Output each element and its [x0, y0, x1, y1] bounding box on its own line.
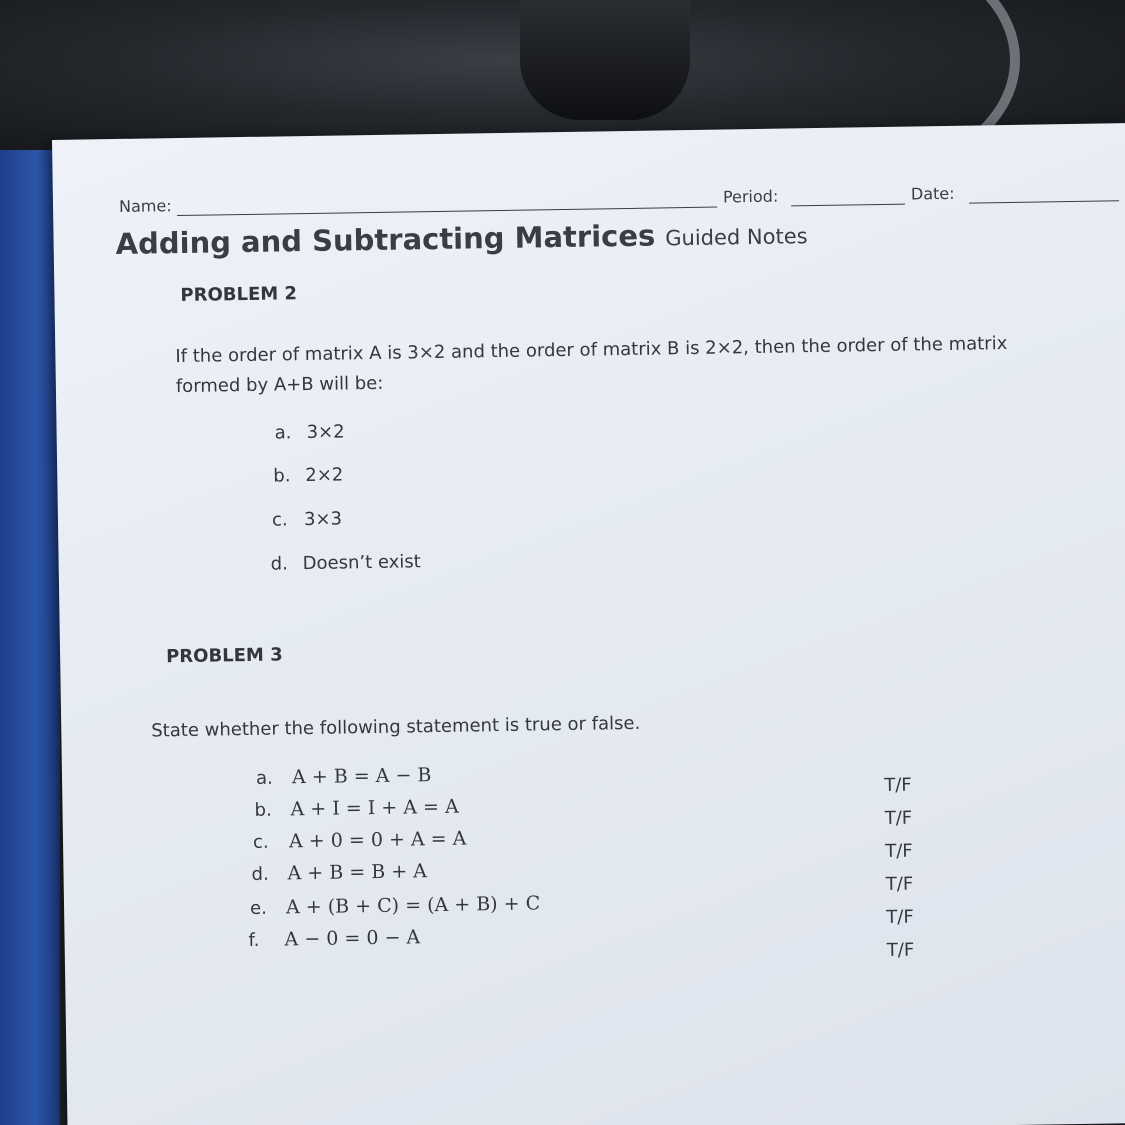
- statement-letter: a.: [255, 767, 273, 789]
- question-line-2: formed by A+B will be:: [175, 372, 384, 398]
- period-blank[interactable]: [791, 204, 905, 207]
- tf-answer-c[interactable]: T/F: [885, 840, 913, 862]
- statement-a: [256, 764, 432, 789]
- option-text: 3×2: [306, 421, 345, 444]
- date-label: Date:: [910, 183, 955, 204]
- tf-answer-a[interactable]: T/F: [884, 774, 912, 797]
- name-label: Name:: [118, 196, 172, 216]
- worksheet-page: [52, 123, 1125, 1125]
- statement-letter: e.: [249, 897, 268, 919]
- header-fields: [118, 181, 1119, 216]
- statement-e: [250, 892, 540, 919]
- problem-2-label: PROBLEM 2: [180, 283, 298, 307]
- option-letter: b.: [273, 465, 291, 487]
- gear-shifter: [520, 0, 690, 120]
- statement-d: [251, 860, 427, 885]
- option-c[interactable]: [272, 508, 342, 530]
- statement-letter: f.: [248, 929, 260, 952]
- option-text: 2×2: [305, 464, 344, 487]
- option-d[interactable]: [271, 551, 421, 574]
- tf-answer-e[interactable]: T/F: [886, 906, 914, 928]
- statement-expr: A − 0 = 0 − A: [284, 926, 421, 951]
- option-letter: c.: [271, 509, 288, 531]
- page-title: [115, 216, 807, 261]
- option-a[interactable]: [274, 421, 344, 443]
- statement-letter: b.: [254, 799, 272, 821]
- statement-expr: A + B = B + A: [287, 860, 428, 885]
- statement-letter: c.: [252, 831, 269, 853]
- option-text: Doesn’t exist: [302, 551, 421, 575]
- tf-answer-d[interactable]: T/F: [885, 873, 914, 895]
- statement-expr: A + B = A − B: [291, 764, 432, 789]
- statement-f: [248, 926, 420, 951]
- statement-expr: A + 0 = 0 + A = A: [288, 827, 467, 853]
- statement-expr: A + (B + C) = (A + B) + C: [285, 892, 541, 919]
- statement-letter: d.: [251, 863, 269, 885]
- name-blank[interactable]: [177, 207, 717, 216]
- date-blank[interactable]: [969, 200, 1119, 203]
- option-text: 3×3: [303, 508, 343, 531]
- option-letter: d.: [270, 553, 289, 575]
- tf-answer-f[interactable]: T/F: [886, 939, 915, 961]
- option-b[interactable]: [273, 464, 343, 486]
- statement-b: [254, 796, 458, 821]
- problem-3-instruction: State whether the following statement is true or false.: [151, 712, 641, 742]
- title-main: Adding and Subtracting Matrices: [115, 218, 656, 262]
- blue-binder: [0, 150, 60, 1125]
- problem-3-label: PROBLEM 3: [165, 644, 283, 668]
- option-letter: a.: [274, 422, 292, 444]
- statement-c: [253, 828, 467, 853]
- period-label: Period:: [722, 186, 779, 207]
- question-line-1: If the order of matrix A is 3×2 and the order of matrix B is 2×2, then the order of the matrix: [175, 333, 1008, 368]
- problem-2-question: [175, 328, 1076, 402]
- statement-expr: A + I = I + A = A: [290, 795, 459, 821]
- tf-answer-b[interactable]: T/F: [884, 807, 913, 830]
- title-sub: Guided Notes: [665, 224, 808, 251]
